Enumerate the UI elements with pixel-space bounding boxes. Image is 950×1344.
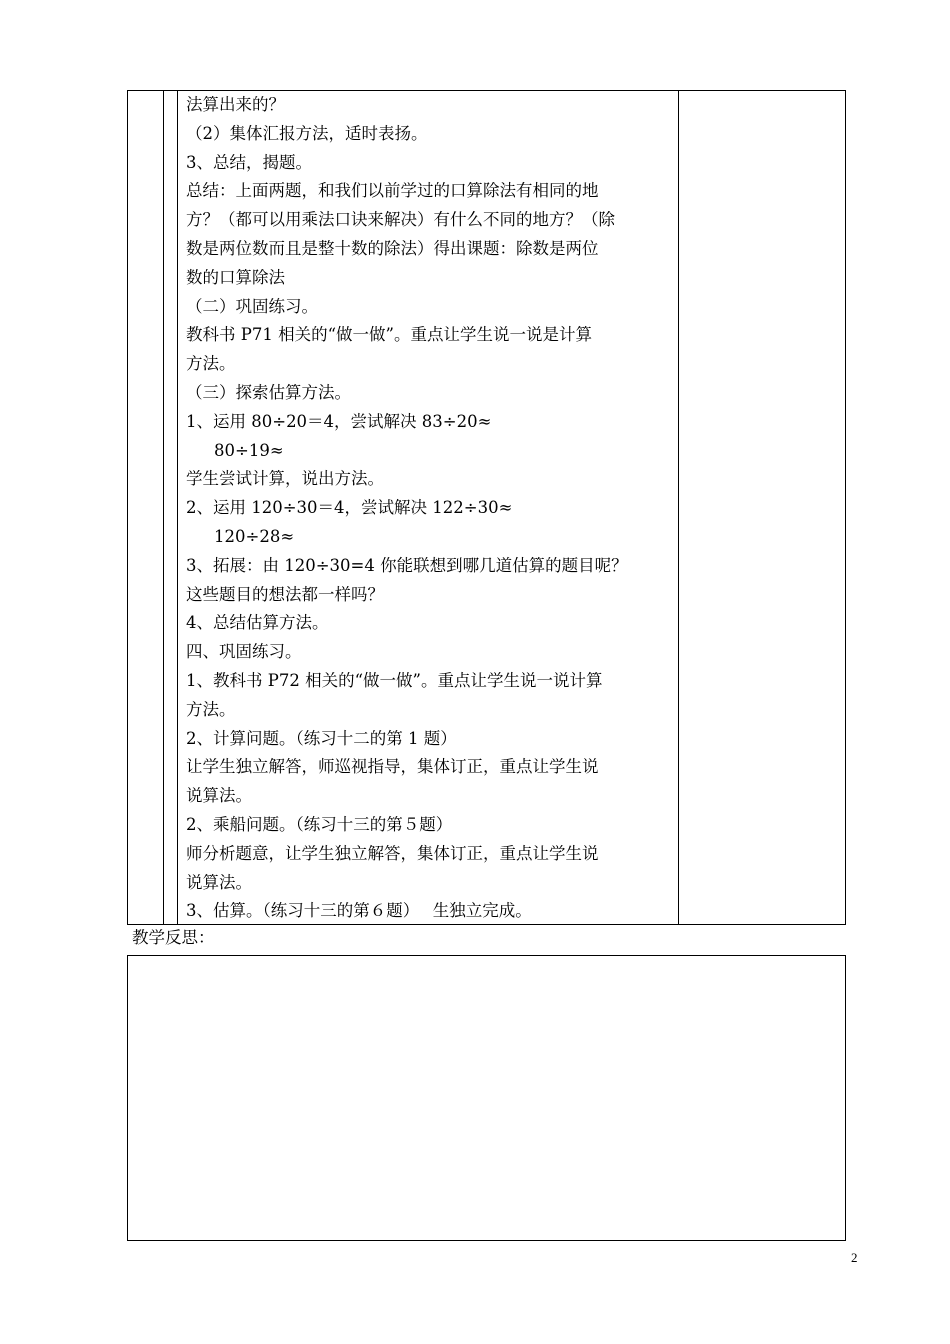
lesson-line: 80÷19≈ bbox=[214, 440, 284, 460]
lesson-line: 1、教科书 P72 相关的“做一做”。重点让学生说一说计算 bbox=[186, 670, 603, 690]
lesson-line: 数的口算除法 bbox=[186, 267, 285, 287]
lesson-line: 师分析题意，让学生独立解答，集体订正，重点让学生说 bbox=[186, 843, 599, 863]
lesson-line: 2、乘船问题。（练习十三的第５题） bbox=[186, 814, 453, 834]
lesson-line: （三）探索估算方法。 bbox=[186, 382, 351, 402]
lesson-line: 3、拓展：由 120÷30=4 你能联想到哪几道估算的题目呢？ bbox=[186, 555, 628, 575]
lesson-line: 教科书 P71 相关的“做一做”。重点让学生说一说是计算 bbox=[186, 325, 592, 345]
lesson-line: 3、总结，揭题。 bbox=[186, 152, 312, 172]
lesson-line: 4、总结估算方法。 bbox=[186, 613, 329, 633]
lesson-table bbox=[127, 90, 846, 925]
lesson-line: 数是两位数而且是整十数的除法）得出课题：除数是两位 bbox=[186, 238, 599, 258]
lesson-line: 说算法。 bbox=[186, 872, 252, 892]
lesson-line: 2、计算问题。（练习十二的第 1 题） bbox=[186, 728, 457, 748]
lesson-line: 方法。 bbox=[186, 699, 236, 719]
lesson-line: 2、运用 120÷30＝4，尝试解决 122÷30≈ bbox=[186, 498, 513, 518]
lesson-line: 1、运用 80÷20＝4，尝试解决 83÷20≈ bbox=[186, 411, 492, 431]
reflection-label: 教学反思： bbox=[132, 928, 215, 947]
table-column-divider-1 bbox=[163, 91, 164, 924]
lesson-line: 法算出来的？ bbox=[186, 95, 285, 114]
lesson-line: 这些题目的想法都一样吗？ bbox=[186, 584, 384, 604]
lesson-line: （二）巩固练习。 bbox=[186, 296, 318, 316]
lesson-line: 四、巩固练习。 bbox=[186, 642, 302, 662]
lesson-line: 120÷28≈ bbox=[214, 526, 295, 546]
page-number: 2 bbox=[851, 1250, 858, 1265]
lesson-line: 总结：上面两题，和我们以前学过的口算除法有相同的地 bbox=[186, 181, 599, 201]
lesson-line: 学生尝试计算，说出方法。 bbox=[186, 469, 384, 489]
reflection-box[interactable] bbox=[127, 955, 846, 1241]
lesson-line: 让学生独立解答，师巡视指导，集体订正，重点让学生说 bbox=[186, 757, 599, 777]
table-column-divider-3 bbox=[678, 91, 679, 924]
table-column-divider-2 bbox=[177, 91, 178, 924]
lesson-content bbox=[186, 91, 674, 926]
lesson-line: （2）集体汇报方法，适时表扬。 bbox=[186, 123, 428, 143]
lesson-line: 3、估算。（练习十三的第６题） 生独立完成。 bbox=[186, 901, 532, 921]
lesson-line: 方法。 bbox=[186, 354, 236, 374]
lesson-line: 方？（都可以用乘法口诀来解决）有什么不同的地方？（除 bbox=[186, 210, 615, 230]
lesson-line: 说算法。 bbox=[186, 786, 252, 806]
